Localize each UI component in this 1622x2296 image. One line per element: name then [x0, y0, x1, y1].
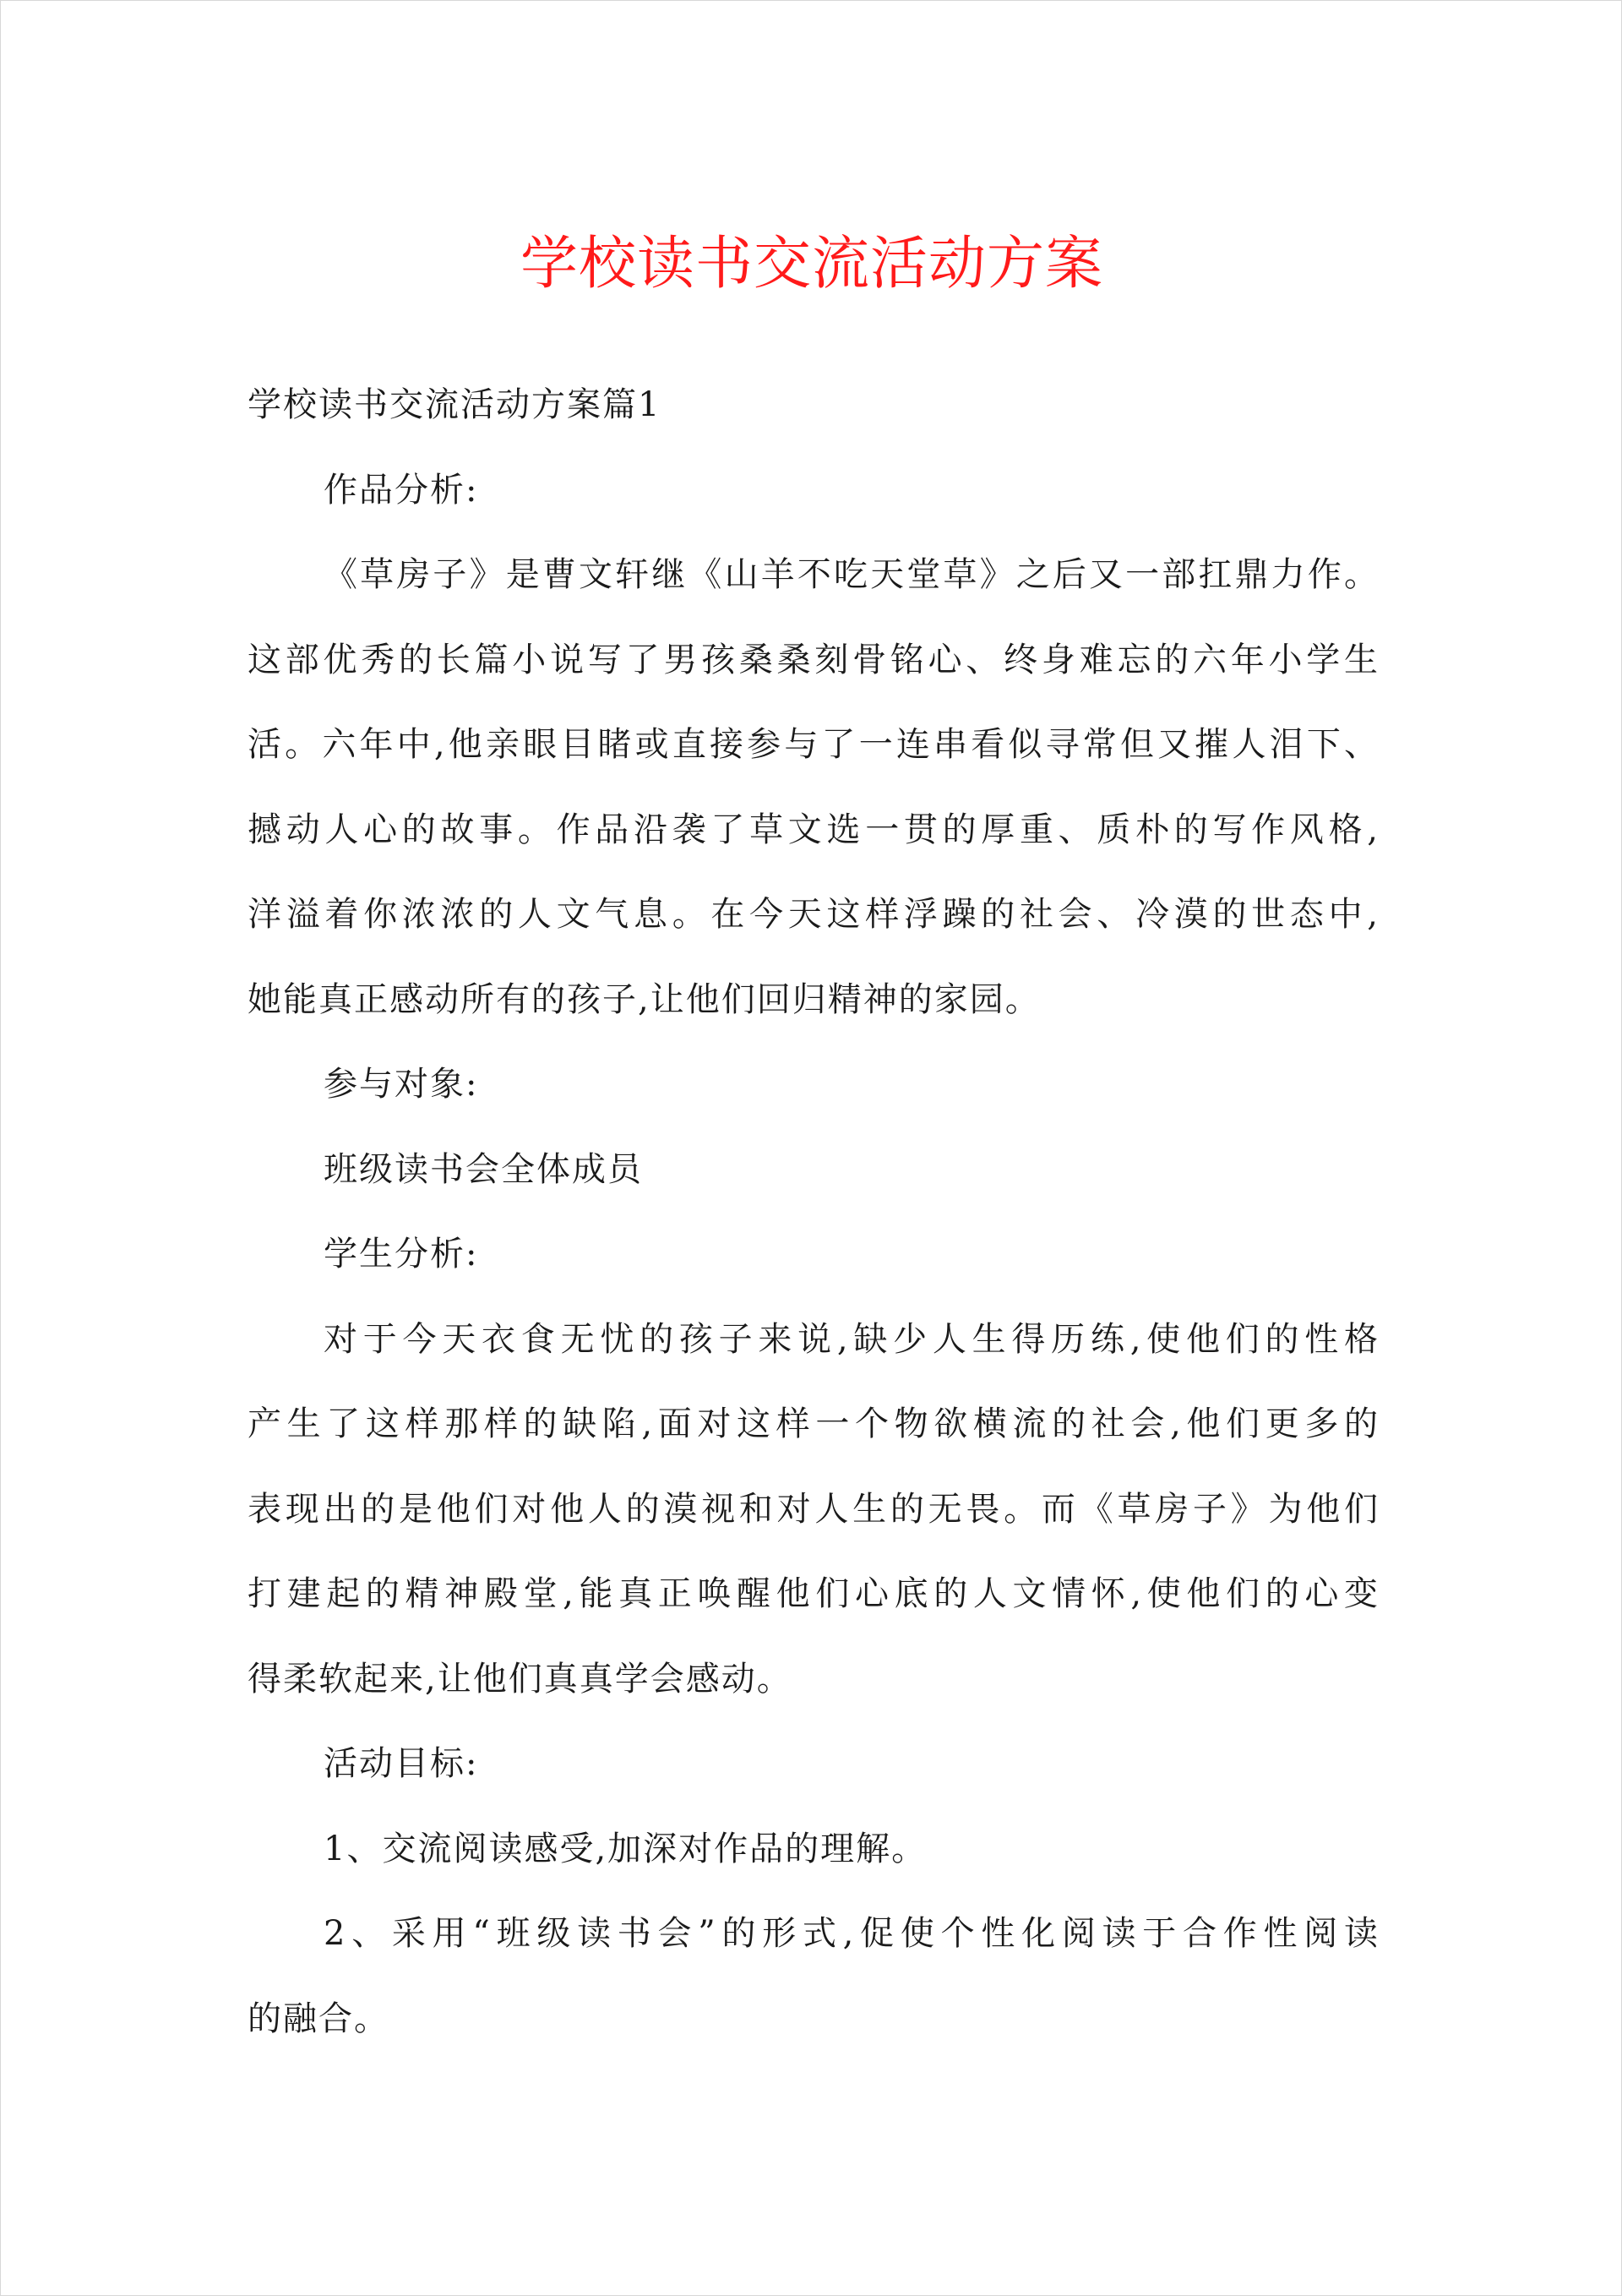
paragraph-line: 这部优秀的长篇小说写了男孩桑桑刻骨铭心、终身难忘的六年小学生 — [248, 640, 1380, 679]
paragraph-line: 撼动人心的故事。作品沿袭了草文选一贯的厚重、质朴的写作风格, — [248, 810, 1380, 849]
paragraph-line: 对于今天衣食无忧的孩子来说,缺少人生得历练,使他们的性格 — [324, 1319, 1380, 1359]
paragraph-line: 得柔软起来,让他们真真学会感动。 — [248, 1659, 792, 1699]
paragraph-line: 《草房子》是曹文轩继《山羊不吃天堂草》之后又一部扛鼎力作。 — [324, 555, 1380, 594]
paragraph-line: 活动目标: — [324, 1744, 479, 1783]
paragraph-line: 1、交流阅读感受,加深对作品的理解。 — [324, 1829, 928, 1868]
paragraph-line: 作品分析: — [324, 470, 479, 510]
paragraph-line: 表现出的是他们对他人的漠视和对人生的无畏。而《草房子》为他们 — [248, 1489, 1380, 1529]
paragraph-line: 2、采用“班级读书会”的形式,促使个性化阅读于合作性阅读 — [324, 1914, 1380, 1953]
paragraph-line: 的融合。 — [248, 1999, 389, 2038]
paragraph-line: 洋溢着你浓浓的人文气息。在今天这样浮躁的社会、冷漠的世态中, — [248, 895, 1380, 934]
document-title: 学校读书交流活动方案 — [520, 231, 1103, 297]
paragraph-line: 打建起的精神殿堂,能真正唤醒他们心底的人文情怀,使他们的心变 — [248, 1574, 1380, 1613]
paragraph-line: 产生了这样那样的缺陷,面对这样一个物欲横流的社会,他们更多的 — [248, 1404, 1380, 1443]
section-heading: 学校读书交流活动方案篇1 — [248, 385, 661, 424]
paragraph-line: 活。六年中,他亲眼目睹或直接参与了一连串看似寻常但又摧人泪下、 — [248, 725, 1380, 764]
paragraph-line: 学生分析: — [324, 1235, 479, 1273]
paragraph-line: 班级读书会全体成员 — [324, 1149, 643, 1189]
paragraph-line: 参与对象: — [324, 1065, 479, 1104]
document-body — [248, 363, 1380, 2061]
paragraph-line: 她能真正感动所有的孩子,让他们回归精神的家园。 — [248, 979, 1041, 1019]
